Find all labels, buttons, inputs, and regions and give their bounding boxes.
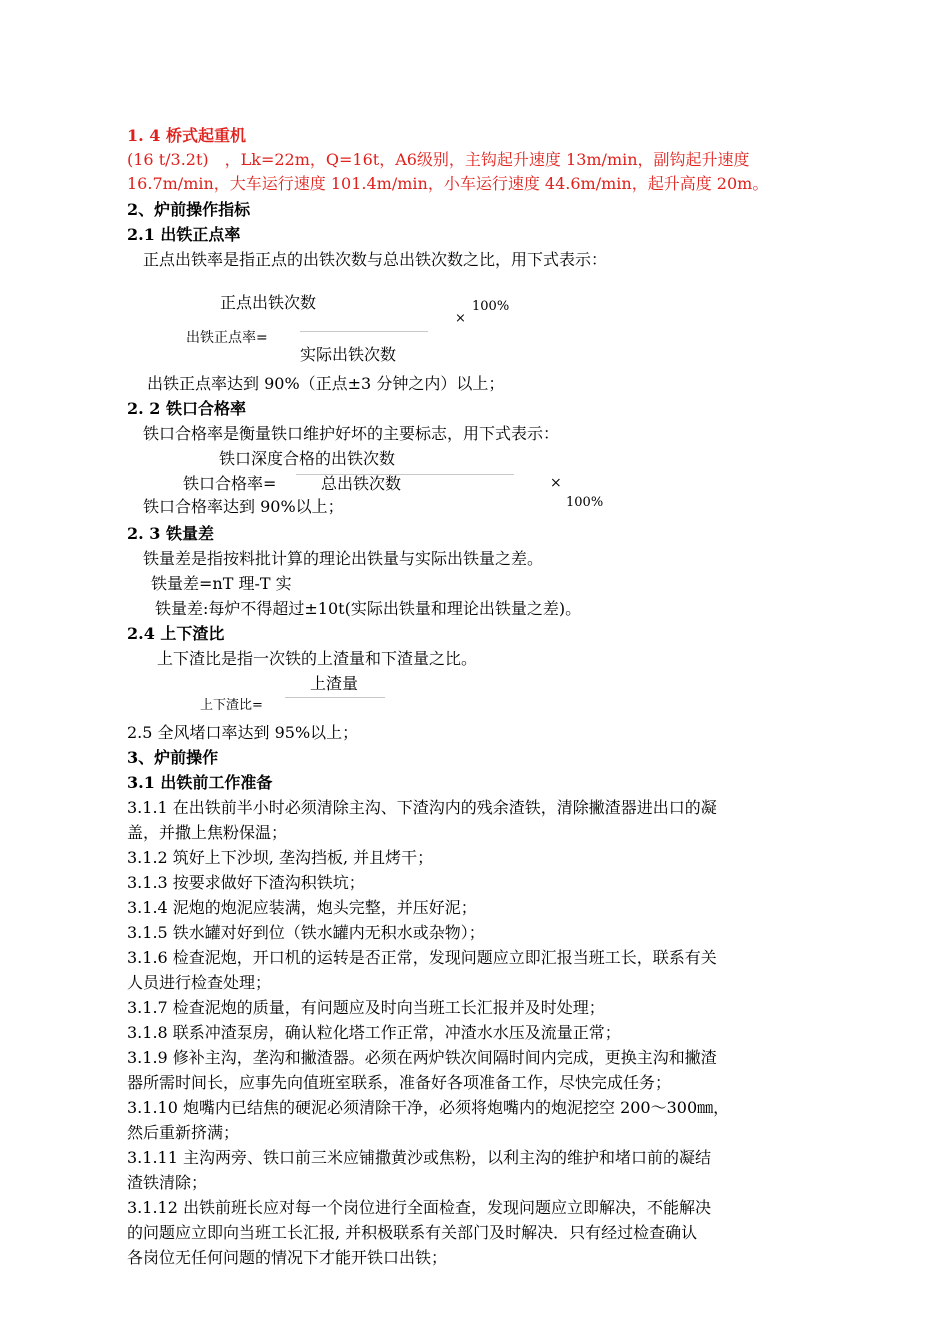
item-3-1-5: 3.1.5 铁水罐对好到位（铁水罐内无积水或杂物）； xyxy=(127,923,485,942)
section-3-heading: 3、炉前操作 xyxy=(127,748,219,767)
item-3-1-6-line-2: 人员进行检查处理； xyxy=(127,973,272,992)
section-2-3-description: 铁量差是指按料批计算的理论出铁量与实际出铁量之差。 xyxy=(143,549,544,568)
item-3-1-4: 3.1.4 泥炮的炮泥应装满，炮头完整，并压好泥； xyxy=(127,898,477,917)
section-2-4-description: 上下渣比是指一次铁的上渣量和下渣量之比。 xyxy=(157,649,478,668)
section-2-2-target-clip xyxy=(143,494,383,516)
item-3-1-11-line-1: 3.1.11 主沟两旁、铁口前三米应铺撒黄沙或焦粉，以利主沟的维护和堵口前的凝结 xyxy=(127,1148,711,1167)
section-2-1-heading: 2.1 出铁正点率 xyxy=(127,225,241,244)
item-3-1-12-line-2: 的问题应立即向当班工长汇报, 并积极联系有关部门及时解决．只有经过检查确认 xyxy=(127,1223,698,1242)
crane-spec-line-1: (16 t/3.2t) ，Lk=22m，Q=16t，A6级别，主钩起升速度 13m/min，副钩起升速度 xyxy=(127,150,750,169)
item-3-1-12-line-3: 各岗位无任何问题的情况下才能开铁口出铁； xyxy=(127,1248,448,1267)
section-2-4-heading: 2.4 上下渣比 xyxy=(127,624,225,643)
item-3-1-12-line-1: 3.1.12 出铁前班长应对每一个岗位进行全面检查，发现问题应立即解决，不能解决 xyxy=(127,1198,711,1217)
item-3-1-9-line-2: 器所需时间长，应事先向值班室联系，准备好各项准备工作，尽快完成任务； xyxy=(127,1073,672,1092)
formula-3-fraction-line xyxy=(285,697,385,698)
formula-1-times: × xyxy=(455,311,466,326)
crane-spec-line-2: 16.7m/min，大车运行速度 101.4m/min，小车运行速度 44.6m/min，起升高度 20m。 xyxy=(127,174,769,193)
formula-2-times: × xyxy=(550,475,562,491)
item-3-1-3: 3.1.3 按要求做好下渣沟积铁坑； xyxy=(127,873,365,892)
item-3-1-8: 3.1.8 联系冲渣泵房，确认粒化塔工作正常，冲渣水水压及流量正常； xyxy=(127,1023,621,1042)
section-3-1-heading: 3.1 出铁前工作准备 xyxy=(127,773,273,792)
item-3-1-11-line-2: 渣铁清除； xyxy=(127,1173,208,1192)
section-2-5-line: 2.5 全风堵口率达到 95%以上； xyxy=(127,723,359,742)
section-2-2-target: 铁口合格率达到 90%以上； xyxy=(143,497,344,516)
section-2-heading: 2、炉前操作指标 xyxy=(127,200,251,219)
item-3-1-10-line-2: 然后重新挤满； xyxy=(127,1123,240,1142)
formula-3-label: 上下渣比= xyxy=(200,698,263,713)
item-3-1-1-line-1: 3.1.1 在出铁前半小时必须清除主沟、下渣沟内的残余渣铁，清除撇渣器进出口的凝 xyxy=(127,798,717,817)
formula-1-numerator: 正点出铁次数 xyxy=(220,293,317,312)
section-2-1-target: 出铁正点率达到 90%（正点±3 分钟之内）以上； xyxy=(147,374,505,393)
section-2-2-heading: 2. 2 铁口合格率 xyxy=(127,399,246,418)
item-3-1-9-line-1: 3.1.9 修补主沟，垄沟和撇渣器。必须在两炉铁次间隔时间内完成，更换主沟和撇渣 xyxy=(127,1048,717,1067)
crane-heading: 1. 4 桥式起重机 xyxy=(127,126,246,145)
formula-2-denominator: 总出铁次数 xyxy=(321,474,402,493)
formula-1-fraction-line xyxy=(300,331,428,332)
item-3-1-6-line-1: 3.1.6 检查泥炮，开口机的运转是否正常，发现问题应立即汇报当班工长，联系有关 xyxy=(127,948,717,967)
section-2-3-limit: 铁量差:每炉不得超过±10t(实际出铁量和理论出铁量之差)。 xyxy=(155,599,582,618)
section-2-3-heading: 2. 3 铁量差 xyxy=(127,524,214,543)
formula-2-label: 铁口合格率= xyxy=(183,474,277,493)
item-3-1-10-line-1: 3.1.10 炮嘴内已结焦的硬泥必须清除干净，必须将炮嘴内的炮泥挖空 200～300㎜， xyxy=(127,1098,730,1117)
section-2-3-formula: 铁量差=nT 理-T 实 xyxy=(151,574,292,593)
section-2-2-description: 铁口合格率是衡量铁口维护好坏的主要标志，用下式表示： xyxy=(143,424,560,443)
item-3-1-7: 3.1.7 检查泥炮的质量，有问题应及时向当班工长汇报并及时处理； xyxy=(127,998,605,1017)
formula-2-percent: 100% xyxy=(566,495,604,510)
section-2-1-description: 正点出铁率是指正点的出铁次数与总出铁次数之比，用下式表示： xyxy=(143,250,608,269)
formula-2-numerator: 铁口深度合格的出铁次数 xyxy=(219,449,396,468)
item-3-1-2: 3.1.2 筑好上下沙坝, 垄沟挡板, 并且烤干； xyxy=(127,848,434,867)
formula-1-label: 出铁正点率= xyxy=(186,330,268,346)
item-3-1-1-line-2: 盖，并撒上焦粉保温； xyxy=(127,823,288,842)
formula-3-numerator: 上渣量 xyxy=(310,674,359,693)
formula-1-percent: 100% xyxy=(472,299,510,314)
formula-1-denominator: 实际出铁次数 xyxy=(300,345,397,364)
formula-2-percent-clip xyxy=(560,492,610,510)
